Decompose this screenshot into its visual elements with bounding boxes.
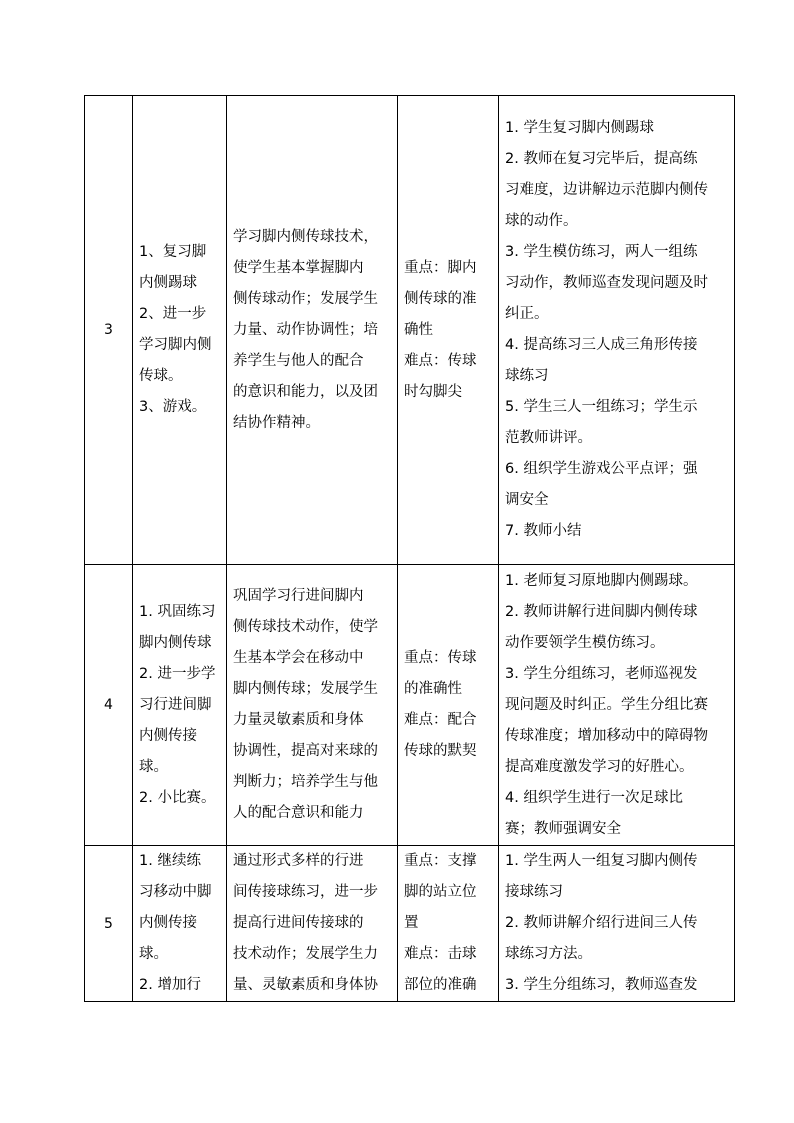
text-line: 侧传球技术动作，使学 — [233, 619, 378, 635]
text-line: 重点：脚内 — [404, 259, 477, 276]
text-line: 重点：传球 — [404, 650, 477, 666]
text-line: 难点：击球 — [404, 946, 477, 962]
text-line: 结协作精神。 — [233, 414, 320, 431]
text-line: 提高行进间传接球的 — [233, 915, 364, 931]
text-line: 脚的站立位 — [404, 884, 477, 900]
text-line: 力量、动作协调性；培 — [233, 321, 378, 338]
goals-cell — [227, 96, 398, 565]
text-line: 生基本学会在移动中 — [233, 650, 364, 666]
text-line: 内侧传接 — [139, 727, 197, 744]
content-cell — [133, 846, 227, 1002]
text-line: 传球的默契 — [404, 743, 477, 759]
text-line: 球。 — [139, 946, 168, 962]
lesson-number: 3 — [85, 96, 133, 565]
text-line: 2. 教师在复习完毕后，提高练 — [505, 151, 698, 167]
text-line: 确性 — [404, 321, 433, 338]
text-line: 2. 教师讲解介绍行进间三人传 — [505, 915, 698, 931]
text-line: 脚内侧传球 — [139, 634, 212, 651]
text-line: 现问题及时纠正。学生分组比赛 — [505, 696, 708, 713]
keypoints-cell — [398, 846, 499, 1002]
text-line: 2. 小比赛。 — [139, 789, 216, 806]
table-row — [85, 96, 735, 565]
text-line: 学习脚内侧传球技术， — [233, 228, 378, 245]
text-line: 动作要领学生模仿练习。 — [505, 634, 665, 651]
text-line: 难点：配合 — [404, 712, 477, 728]
text-line: 4. 组织学生进行一次足球比 — [505, 789, 683, 806]
text-line: 学习脚内侧 — [139, 337, 212, 353]
text-line: 范教师讲评。 — [505, 430, 592, 446]
text-line: 的准确性 — [404, 681, 462, 697]
content-text — [133, 237, 226, 423]
text-line: 3. 学生分组练习，教师巡查发 — [505, 977, 698, 993]
text-line: 重点：支撑 — [404, 853, 477, 869]
methods-cell — [499, 96, 735, 565]
methods-text — [499, 113, 734, 547]
text-line: 7. 教师小结 — [505, 523, 582, 539]
methods-cell — [499, 565, 735, 846]
keypoints-cell — [398, 96, 499, 565]
goals-text — [227, 581, 397, 829]
text-line: 人的配合意识和能力 — [233, 805, 364, 821]
text-line: 5. 学生三人一组练习；学生示 — [505, 399, 698, 415]
text-line: 提高难度激发学习的好胜心。 — [505, 758, 694, 775]
text-line: 协调性，提高对来球的 — [233, 743, 378, 759]
text-line: 难点：传球 — [404, 352, 477, 369]
text-line: 3、游戏。 — [139, 399, 207, 415]
text-line: 通过形式多样的行进 — [233, 853, 364, 869]
text-line: 技术动作；发展学生力 — [233, 946, 378, 962]
content-cell — [133, 96, 227, 565]
lesson-number: 5 — [85, 846, 133, 1002]
goals-text — [227, 846, 397, 1001]
goals-cell — [227, 565, 398, 846]
text-line: 习动作，教师巡查发现问题及时 — [505, 275, 708, 291]
text-line: 球练习方法。 — [505, 946, 592, 962]
text-line: 1. 学生两人一组复习脚内侧传 — [505, 853, 698, 869]
keypoints-cell — [398, 565, 499, 846]
text-line: 1. 继续练 — [139, 853, 201, 869]
text-line: 3. 学生分组练习，老师巡视发 — [505, 665, 698, 682]
text-line: 养学生与他人的配合 — [233, 352, 364, 369]
text-line: 球的动作。 — [505, 213, 578, 229]
text-line: 6. 组织学生游戏公平点评；强 — [505, 461, 698, 477]
goals-cell — [227, 846, 398, 1002]
text-line: 球练习 — [505, 368, 549, 384]
text-line: 习行进间脚 — [139, 696, 212, 713]
table-row — [85, 846, 735, 1002]
goals-text — [227, 222, 397, 439]
text-line: 1. 巩固练习 — [139, 603, 216, 620]
lesson-number: 4 — [85, 565, 133, 846]
text-line: 间传接球练习，进一步 — [233, 884, 378, 900]
text-line: 力量灵敏素质和身体 — [233, 712, 364, 728]
methods-text — [499, 566, 734, 845]
content-cell — [133, 565, 227, 846]
content-text — [133, 846, 226, 1001]
text-line: 2. 进一步学 — [139, 665, 216, 682]
table-row — [85, 565, 735, 846]
text-line: 传球。 — [139, 368, 183, 384]
content-text — [133, 597, 226, 814]
text-line: 调安全 — [505, 492, 549, 508]
text-line: 置 — [404, 915, 419, 931]
text-line: 的意识和能力，以及团 — [233, 383, 378, 400]
keypoints-text — [398, 846, 498, 1001]
lesson-plan-table — [84, 95, 735, 1002]
text-line: 接球练习 — [505, 884, 563, 900]
text-line: 内侧踢球 — [139, 275, 197, 291]
text-line: 3. 学生模仿练习，两人一组练 — [505, 244, 698, 260]
text-line: 球。 — [139, 758, 168, 775]
text-line: 内侧传接 — [139, 915, 197, 931]
text-line: 1. 老师复习原地脚内侧踢球。 — [505, 572, 698, 589]
text-line: 判断力；培养学生与他 — [233, 774, 378, 790]
text-line: 2. 增加行 — [139, 977, 201, 993]
methods-text — [499, 846, 734, 1001]
text-line: 侧传球动作；发展学生 — [233, 290, 378, 307]
text-line: 侧传球的准 — [404, 290, 477, 307]
text-line: 时勾脚尖 — [404, 383, 462, 400]
text-line: 2. 教师讲解行进间脚内侧传球 — [505, 603, 698, 620]
text-line: 量、灵敏素质和身体协 — [233, 977, 378, 993]
text-line: 2、进一步 — [139, 306, 207, 322]
text-line: 巩固学习行进间脚内 — [233, 588, 364, 604]
text-line: 脚内侧传球；发展学生 — [233, 681, 378, 697]
text-line: 部位的准确 — [404, 977, 477, 993]
text-line: 习难度，边讲解边示范脚内侧传 — [505, 182, 708, 198]
text-line: 赛；教师强调安全 — [505, 820, 621, 837]
text-line: 纠正。 — [505, 306, 549, 322]
text-line: 4. 提高练习三人成三角形传接 — [505, 337, 698, 353]
text-line: 习移动中脚 — [139, 884, 212, 900]
text-line: 使学生基本掌握脚内 — [233, 259, 364, 276]
methods-cell — [499, 846, 735, 1002]
text-line: 1. 学生复习脚内侧踢球 — [505, 120, 654, 136]
keypoints-text — [398, 253, 498, 408]
text-line: 1、复习脚 — [139, 244, 207, 260]
text-line: 传球准度；增加移动中的障碍物 — [505, 727, 708, 744]
keypoints-text — [398, 643, 498, 767]
